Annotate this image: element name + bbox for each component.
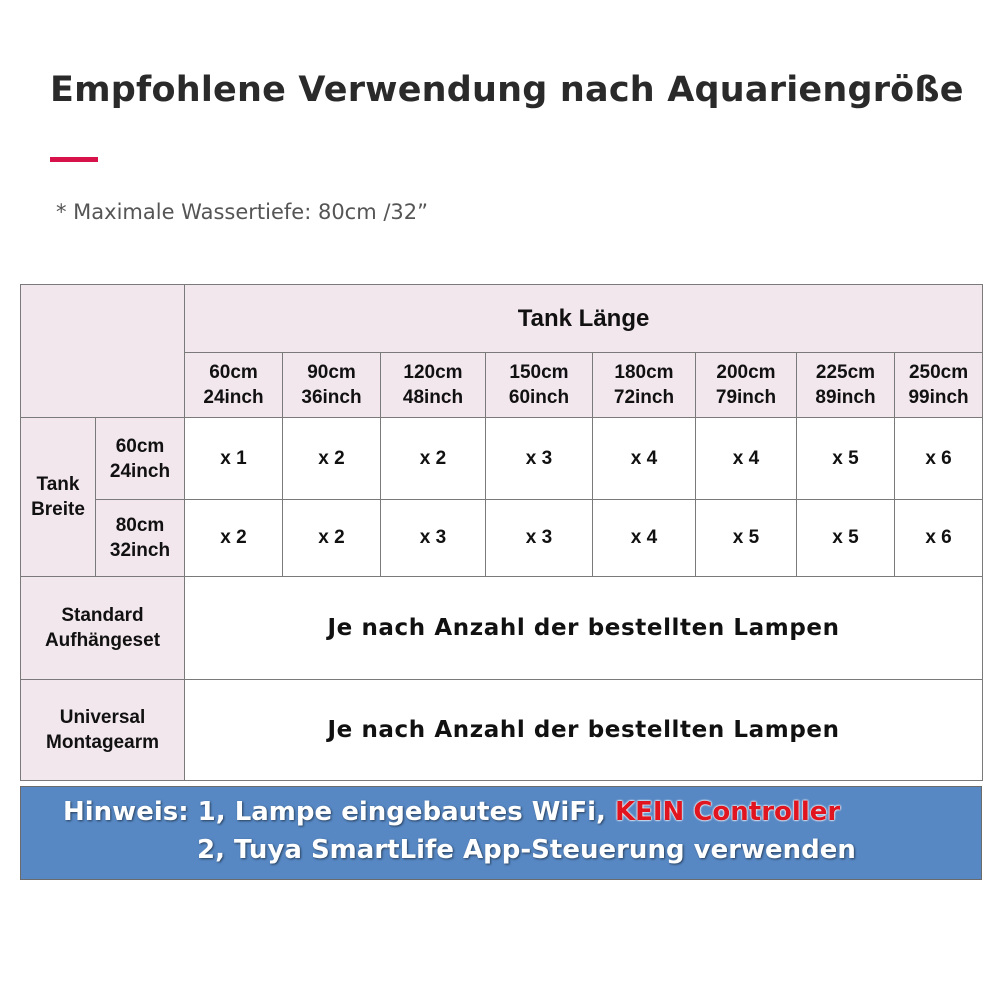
table-row xyxy=(21,500,983,577)
page-title: Empfohlene Verwendung nach Aquariengröße xyxy=(50,70,964,110)
lamp-count-cell: x 1 xyxy=(185,418,283,500)
length-cm: 60cm xyxy=(209,362,258,383)
length-inch: 89inch xyxy=(815,387,876,408)
lamp-count-cell: x 3 xyxy=(486,418,593,500)
tank-width-label xyxy=(21,418,96,577)
lamp-count-cell: x 2 xyxy=(381,418,486,500)
length-col-3 xyxy=(486,353,593,418)
width-inch: 24inch xyxy=(109,460,171,482)
table-row xyxy=(21,418,983,500)
length-col-2 xyxy=(381,353,486,418)
standard-label-line2: Aufhängeset xyxy=(44,630,161,651)
length-inch: 72inch xyxy=(613,387,675,408)
length-col-5 xyxy=(696,353,797,418)
length-inch: 36inch xyxy=(301,387,362,408)
table-row xyxy=(21,577,983,680)
universal-label-line2: Montagearm xyxy=(46,732,159,753)
length-cm: 120cm xyxy=(403,362,463,383)
hint-prefix: Hinweis: 1, Lampe eingebautes WiFi, xyxy=(63,797,615,827)
max-depth-note: * Maximale Wassertiefe: 80cm /32” xyxy=(56,200,429,224)
length-inch: 99inch xyxy=(908,387,969,408)
length-inch: 24inch xyxy=(203,387,264,408)
lamp-count-cell: x 4 xyxy=(593,500,696,577)
lamp-count-cell: x 3 xyxy=(381,500,486,577)
lamp-count-cell: x 2 xyxy=(283,418,381,500)
standard-hanging-set-value: Je nach Anzahl der bestellten Lampen xyxy=(185,577,983,680)
width-label-0 xyxy=(96,418,185,500)
length-col-7 xyxy=(895,353,983,418)
lamp-count-cell: x 4 xyxy=(593,418,696,500)
universal-mount-arm-value: Je nach Anzahl der bestellten Lampen xyxy=(185,680,983,781)
length-col-1 xyxy=(283,353,381,418)
hint-banner xyxy=(20,786,982,880)
lamp-count-cell: x 2 xyxy=(283,500,381,577)
lamp-count-cell: x 2 xyxy=(185,500,283,577)
lamp-count-cell: x 6 xyxy=(895,500,983,577)
lamp-count-cell: x 5 xyxy=(797,500,895,577)
lamp-count-cell: x 5 xyxy=(797,418,895,500)
title-accent-bar xyxy=(50,157,98,162)
lamp-count-cell: x 4 xyxy=(696,418,797,500)
table-corner-cell xyxy=(21,285,185,418)
length-inch: 79inch xyxy=(715,387,777,408)
length-cm: 150cm xyxy=(509,362,569,383)
universal-label-line1: Universal xyxy=(59,707,146,728)
length-col-0 xyxy=(185,353,283,418)
hint-line-1 xyxy=(63,797,840,827)
lamp-count-cell: x 6 xyxy=(895,418,983,500)
usage-table xyxy=(20,284,983,781)
tank-width-label-line2: Breite xyxy=(31,499,85,520)
tank-length-header: Tank Länge xyxy=(185,285,983,353)
length-col-6 xyxy=(797,353,895,418)
length-inch: 60inch xyxy=(508,387,570,408)
table-row xyxy=(21,680,983,781)
length-cm: 180cm xyxy=(614,362,674,383)
standard-label-line1: Standard xyxy=(61,605,144,626)
lamp-count-cell: x 5 xyxy=(696,500,797,577)
tank-width-label-line1: Tank xyxy=(36,474,80,495)
universal-mount-arm-label xyxy=(21,680,185,781)
width-cm: 80cm xyxy=(115,515,165,536)
hint-line-2: 2, Tuya SmartLife App-Steuerung verwenden xyxy=(197,835,856,865)
width-inch: 32inch xyxy=(109,540,171,561)
lamp-count-cell: x 3 xyxy=(486,500,593,577)
length-cm: 200cm xyxy=(716,362,776,383)
length-col-4 xyxy=(593,353,696,418)
standard-hanging-set-label xyxy=(21,577,185,680)
length-cm: 225cm xyxy=(815,362,876,383)
length-cm: 250cm xyxy=(908,362,969,383)
length-inch: 48inch xyxy=(402,387,464,408)
width-cm: 60cm xyxy=(115,435,165,457)
width-label-1 xyxy=(96,500,185,577)
length-cm: 90cm xyxy=(307,362,356,383)
no-controller-highlight: KEIN Controller xyxy=(614,797,841,827)
